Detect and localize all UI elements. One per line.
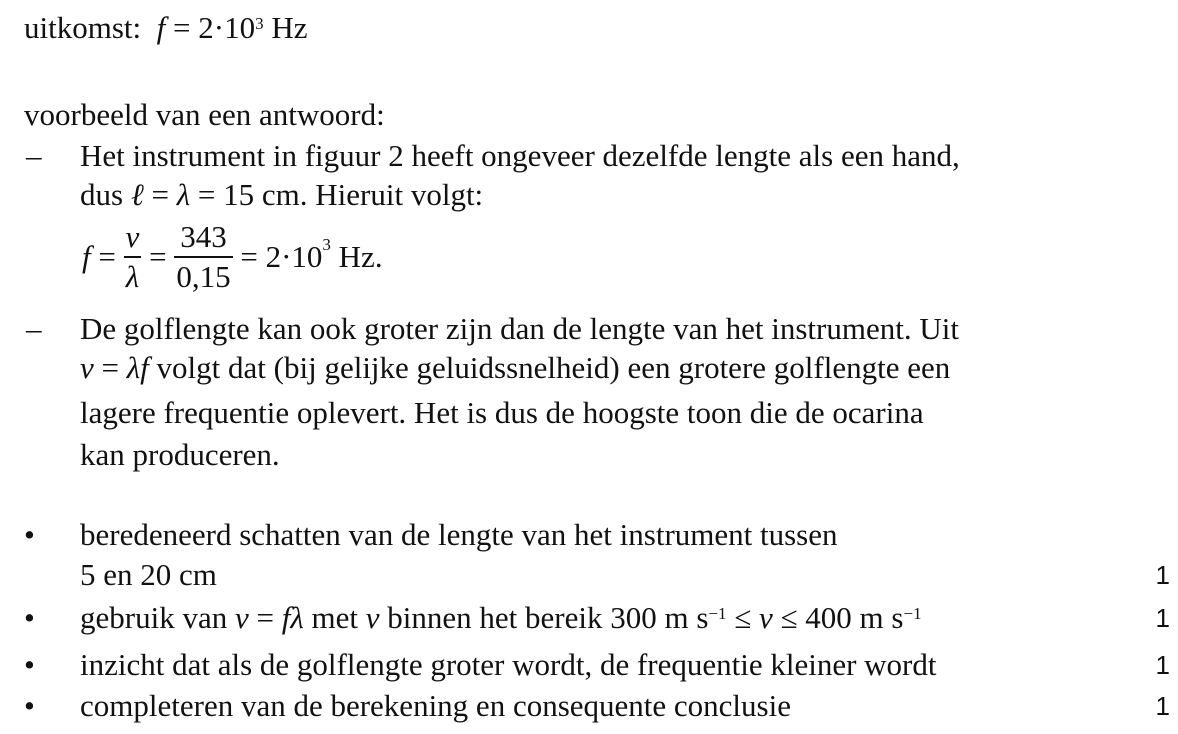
fraction-denominator-lambda: λ [125, 259, 140, 294]
fraction-numbers [174, 220, 232, 294]
unit-exponent: −1 [903, 604, 922, 623]
length-symbol: ℓ [130, 177, 144, 212]
fraction-denominator-015: 0,15 [176, 259, 231, 294]
formula-exponent: 3 [322, 235, 331, 254]
bullet-marker: • [24, 600, 35, 635]
fraction-v-over-lambda [124, 220, 142, 294]
item2-line1: De golflengte kan ook groter zijn dan de lengte van het instrument. Uit [80, 311, 959, 346]
result-unit: Hz [263, 10, 308, 45]
frequency-formula [82, 220, 383, 300]
item1-text-dus: dus [80, 177, 131, 212]
item2-text-rest: volgt dat (bij gelijke geluidssnelheid) een grotere golflengte een [148, 350, 951, 385]
formula-eq1: = [98, 239, 116, 274]
criterion-1-line1: beredeneerd schatten van de lengte van het instrument tussen [80, 517, 838, 552]
velocity-symbol: v [759, 600, 773, 635]
bullet-marker: • [24, 517, 35, 552]
criterion-4: completeren van de berekening en consequente conclusie [80, 688, 791, 723]
criterion-4-score: 1 [1155, 691, 1170, 721]
criterion-2-text-c: binnen het bereik 300 m s [379, 600, 709, 635]
criterion-3-score: 1 [1155, 650, 1170, 680]
velocity-symbol: v [234, 600, 249, 635]
result-exponent: 3 [255, 14, 264, 33]
item1-text-rest: = 15 cm. Hieruit volgt: [190, 177, 484, 212]
fraction-numerator-343: 343 [180, 219, 227, 254]
lambda-f-symbol: λf [126, 350, 149, 385]
result-variable: f [156, 10, 166, 45]
f-lambda-symbol: fλ [281, 600, 304, 635]
result-line [24, 10, 307, 46]
formula-result [240, 235, 383, 275]
criterion-2-score: 1 [1155, 603, 1170, 633]
bullet-marker: • [24, 688, 35, 723]
formula-result-value: = 2·10 [240, 239, 323, 274]
criterion-1-line2: 5 en 20 cm [80, 557, 217, 592]
item1-line2 [80, 177, 483, 213]
unit-exponent: −1 [708, 604, 727, 623]
item2-line2 [80, 350, 950, 386]
formula-f: f [82, 239, 91, 274]
dash-marker: – [26, 138, 42, 173]
leq-sign: ≤ [726, 600, 760, 635]
bullet-marker: • [24, 647, 35, 682]
equals-sign: = [93, 350, 127, 385]
item2-line4: kan produceren. [80, 437, 280, 472]
dash-marker: – [26, 311, 42, 346]
formula-unit: Hz. [330, 239, 383, 274]
velocity-symbol: v [80, 350, 94, 385]
criterion-2 [80, 600, 922, 636]
result-value: = 2·10 [165, 10, 256, 45]
equals-sign: = [248, 600, 282, 635]
fraction-bar [124, 256, 142, 258]
lambda-symbol: λ [176, 177, 191, 212]
formula-eq2: = [149, 239, 167, 274]
fraction-numerator-v: v [125, 219, 140, 254]
velocity-symbol: v [365, 600, 380, 635]
item1-line1: Het instrument in figuur 2 heeft ongeveer dezelfde lengte als een hand, [80, 138, 960, 173]
criterion-2-text-e: ≤ 400 m s [772, 600, 904, 635]
criterion-3: inzicht dat als de golflengte groter wordt, de frequentie kleiner wordt [80, 647, 937, 682]
criterion-2-text-b: met [303, 600, 366, 635]
criterion-1-score: 1 [1155, 560, 1170, 590]
equals-sign: = [143, 177, 177, 212]
fraction-bar [174, 256, 232, 258]
example-heading: voorbeeld van een antwoord: [24, 97, 385, 132]
result-label: uitkomst: [24, 10, 142, 45]
criterion-2-text-a: gebruik van [80, 600, 235, 635]
item2-line3: lagere frequentie oplevert. Het is dus de hoogste toon die de ocarina [80, 395, 924, 430]
